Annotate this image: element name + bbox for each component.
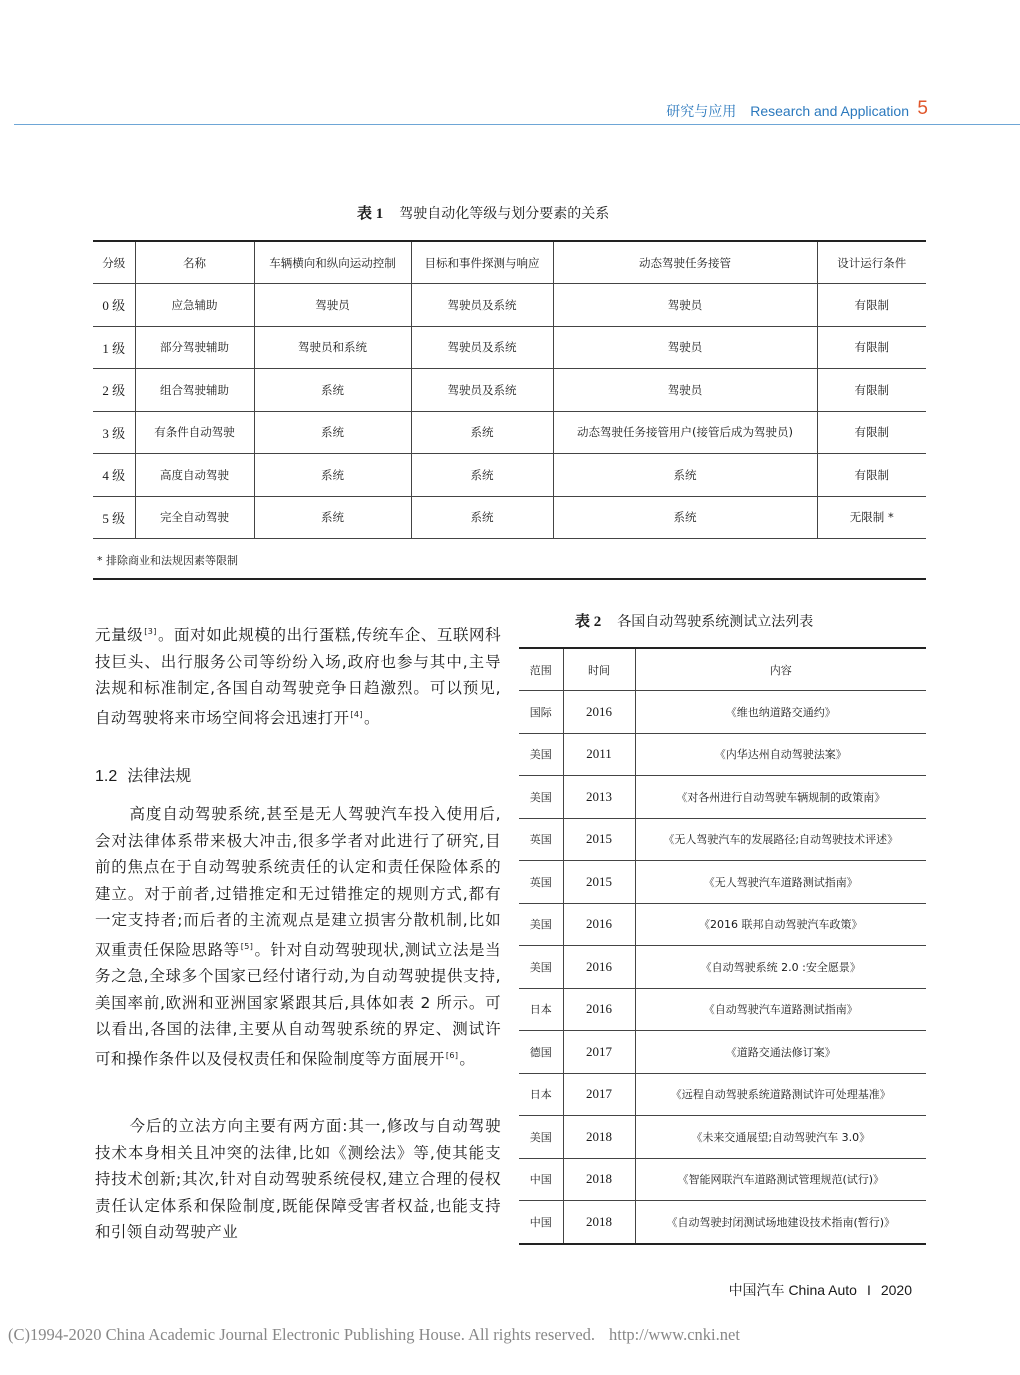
paragraph-text: 高度自动驾驶系统,甚至是无人驾驶汽车投入使用后,会对法律体系带来极大冲击,很多学者对此进行了研究,目前的焦点在于自动驾驶系统责任的认定和责任保险体系的建立。对于前者,过错推定和无过错推定的规则方式,都有一定支持者;而后者的主流观点是建立损害分散机制,比如双重责任保险思路等 (95, 805, 501, 959)
table1-cell: 有限制 (817, 454, 926, 497)
footer-year: 2020 (880, 1282, 912, 1298)
paragraph-text: 今后的立法方向主要有两方面:其一,修改与自动驾驶技术本身相关且冲突的法律,比如《测绘法》等,使其能支持技术创新;其次,针对自动驾驶系统侵权,建立合理的侵权责任认定体系和保险制度,既能保障受害者权益,也能支持和引领自动驾驶产业 (95, 1117, 501, 1241)
table1-cell: 系统 (411, 496, 553, 539)
table2-row (519, 1073, 926, 1116)
table2-cell: 美国 (519, 733, 563, 776)
table2-cell: 2011 (563, 733, 635, 776)
journal-name: 中国汽车 China Auto (728, 1282, 857, 1298)
table1-cell: 驾驶员 (553, 284, 817, 327)
table1-row (93, 411, 926, 454)
table1-cell: 高度自动驾驶 (135, 454, 254, 497)
table1-cell: 系统 (553, 496, 817, 539)
header-section-en: Research and Application (750, 103, 909, 119)
table2-cell: 2017 (563, 1031, 635, 1074)
table1-title: 驾驶自动化等级与划分要素的关系 (399, 206, 610, 222)
table1-cell: 有条件自动驾驶 (135, 411, 254, 454)
table1-cell: 系统 (254, 411, 411, 454)
table1-cell: 系统 (254, 369, 411, 412)
table2-cell: 《远程自动驾驶系统道路测试许可处理基准》 (635, 1073, 926, 1116)
table1-cell: 系统 (254, 454, 411, 497)
running-header (666, 101, 909, 121)
table2-cell: 英国 (519, 861, 563, 904)
table2-cell: 《无人驾驶汽车的发展路径;自动驾驶技术评述》 (635, 818, 926, 861)
table1-cell: 系统 (254, 496, 411, 539)
copyright-text: (C)1994-2020 China Academic Journal Electronic Publishing House. All rights reserved. (8, 1325, 596, 1344)
table2-cell: 2015 (563, 818, 635, 861)
section-heading (95, 763, 191, 786)
table1-cell: 0 级 (93, 284, 135, 327)
table1-cell: 1 级 (93, 326, 135, 369)
table2-cell: 《无人驾驶汽车道路测试指南》 (635, 861, 926, 904)
table1-cell: 驾驶员及系统 (411, 284, 553, 327)
table2-cell: 《自动驾驶汽车道路测试指南》 (635, 988, 926, 1031)
table2-cell: 美国 (519, 1116, 563, 1159)
table2-cell: 中国 (519, 1201, 563, 1244)
table1-row (93, 284, 926, 327)
table2-row (519, 691, 926, 734)
table1-row (93, 369, 926, 412)
table2-cell: 2018 (563, 1201, 635, 1244)
paragraph-2 (95, 801, 501, 1072)
paragraph-text: 。 (459, 1049, 476, 1068)
table2-number: 表 2 (575, 614, 602, 630)
section-number: 1.2 (95, 768, 118, 785)
copyright-url: http://www.cnki.net (609, 1325, 740, 1344)
table1-header-cell: 车辆横向和纵向运动控制 (254, 241, 411, 284)
table1-cell: 组合驾驶辅助 (135, 369, 254, 412)
table1 (93, 240, 926, 539)
table1-cell: 完全自动驾驶 (135, 496, 254, 539)
table1-cell: 驾驶员及系统 (411, 326, 553, 369)
table1-header-cell: 名称 (135, 241, 254, 284)
table2-row (519, 946, 926, 989)
table2-header-cell: 时间 (563, 648, 635, 691)
paragraph-1 (95, 619, 501, 731)
table2-cell: 2018 (563, 1158, 635, 1201)
table2-caption (575, 610, 813, 631)
table2-cell: 《未来交通展望;自动驾驶汽车 3.0》 (635, 1116, 926, 1159)
table2-row (519, 903, 926, 946)
citation: [5] (240, 941, 254, 951)
table2-cell: 德国 (519, 1031, 563, 1074)
table2-row (519, 733, 926, 776)
table2-row (519, 1116, 926, 1159)
table2-row (519, 1031, 926, 1074)
table2-title: 各国自动驾驶系统测试立法列表 (617, 614, 814, 630)
paragraph-3 (95, 1113, 501, 1246)
table2-row (519, 818, 926, 861)
table2-header-row (519, 648, 926, 691)
table1-cell: 有限制 (817, 411, 926, 454)
table1-cell: 应急辅助 (135, 284, 254, 327)
table1-cell: 系统 (411, 411, 553, 454)
copyright-line (8, 1325, 740, 1345)
table2-cell: 《对各州进行自动驾驶车辆规制的政策南》 (635, 776, 926, 819)
table2-cell: 《智能网联汽车道路测试管理规范(试行)》 (635, 1158, 926, 1201)
table2-cell: 国际 (519, 691, 563, 734)
table2-cell: 2018 (563, 1116, 635, 1159)
citation: [6] (445, 1050, 459, 1060)
table2-cell: 《2016 联邦自动驾驶汽车政策》 (635, 903, 926, 946)
table1-header-row (93, 241, 926, 284)
table2-cell: 2016 (563, 903, 635, 946)
table2-cell: 2016 (563, 946, 635, 989)
table2-cell: 2016 (563, 988, 635, 1031)
table2-cell: 2015 (563, 861, 635, 904)
table2-cell: 中国 (519, 1158, 563, 1201)
table2-cell: 美国 (519, 946, 563, 989)
table2-cell: 日本 (519, 988, 563, 1031)
table1-cell: 2 级 (93, 369, 135, 412)
header-section-cn: 研究与应用 (666, 103, 737, 119)
table1-cell: 3 级 (93, 411, 135, 454)
table1-cell: 部分驾驶辅助 (135, 326, 254, 369)
table2-cell: 《自动驾驶封闭测试场地建设技术指南(暂行)》 (635, 1201, 926, 1244)
table1-row (93, 454, 926, 497)
table2-cell: 美国 (519, 903, 563, 946)
table2-header-cell: 内容 (635, 648, 926, 691)
table2-cell: 2016 (563, 691, 635, 734)
table2-header-cell: 范围 (519, 648, 563, 691)
table1-cell: 无限制 * (817, 496, 926, 539)
table2-cell: 英国 (519, 818, 563, 861)
table1-cell: 系统 (553, 454, 817, 497)
table2-row (519, 861, 926, 904)
page-footer (729, 1280, 912, 1300)
table1-cell: 驾驶员和系统 (254, 326, 411, 369)
table1-cell: 有限制 (817, 369, 926, 412)
table2-cell: 《道路交通法修订案》 (635, 1031, 926, 1074)
table1-cell: 系统 (411, 454, 553, 497)
paragraph-text: 。 (363, 708, 380, 727)
table2-row (519, 776, 926, 819)
table2 (519, 647, 926, 1245)
citation: [4] (350, 709, 363, 719)
table1-cell: 5 级 (93, 496, 135, 539)
table2-row (519, 1158, 926, 1201)
table1-header-cell: 分级 (93, 241, 135, 284)
table1-caption (357, 202, 609, 223)
table2-cell: 2017 (563, 1073, 635, 1116)
paragraph-text: 。面对如此规模的出行蛋糕,传统车企、互联网科技巨头、出行服务公司等纷纷入场,政府也参与其中,主导法规和标准制定,各国自动驾驶竞争日趋激烈。可以预见,自动驾驶将来市场空间将会迅速打开 (95, 626, 501, 727)
table2-cell: 《自动驾驶系统 2.0 :安全愿景》 (635, 946, 926, 989)
table2-cell: 2013 (563, 776, 635, 819)
citation: [3] (144, 627, 157, 636)
table1-note: * 排除商业和法规因素等限制 (97, 554, 238, 567)
paragraph-text: 。针对自动驾驶现状,测试立法是当务之急,全球多个国家已经付诸行动,为自动驾驶提供支持,美国率前,欧洲和亚洲国家紧跟其后,具体如表 2 所示。可以看出,各国的法律,主要从自动驾驶系统的界定、测试许可和操作条件以及侵权责任和保险制度等方面展开 (95, 940, 501, 1068)
table1-cell: 动态驾驶任务接管用户(接管后成为驾驶员) (553, 411, 817, 454)
table2-cell: 《内华达州自动驾驶法案》 (635, 733, 926, 776)
section-title: 法律法规 (127, 766, 192, 785)
table2-cell: 美国 (519, 776, 563, 819)
table1-cell: 有限制 (817, 326, 926, 369)
table1-row (93, 326, 926, 369)
table1-cell: 驾驶员 (553, 326, 817, 369)
table1-bottom-rule (93, 578, 926, 580)
header-rule (14, 124, 1020, 125)
table1-cell: 驾驶员 (553, 369, 817, 412)
table2-cell: 日本 (519, 1073, 563, 1116)
footer-separator: I (866, 1282, 871, 1298)
table1-row (93, 496, 926, 539)
paragraph-text: 元量级 (95, 626, 144, 644)
table2-row (519, 1201, 926, 1244)
table1-cell: 驾驶员 (254, 284, 411, 327)
table2-row (519, 988, 926, 1031)
table2-cell: 《维也纳道路交通约》 (635, 691, 926, 734)
table1-header-cell: 目标和事件探测与响应 (411, 241, 553, 284)
table1-cell: 有限制 (817, 284, 926, 327)
table1-header-cell: 设计运行条件 (817, 241, 926, 284)
table1-number: 表 1 (357, 206, 384, 222)
table1-cell: 4 级 (93, 454, 135, 497)
table1-header-cell: 动态驾驶任务接管 (553, 241, 817, 284)
page-number: 5 (917, 98, 928, 119)
table1-cell: 驾驶员及系统 (411, 369, 553, 412)
